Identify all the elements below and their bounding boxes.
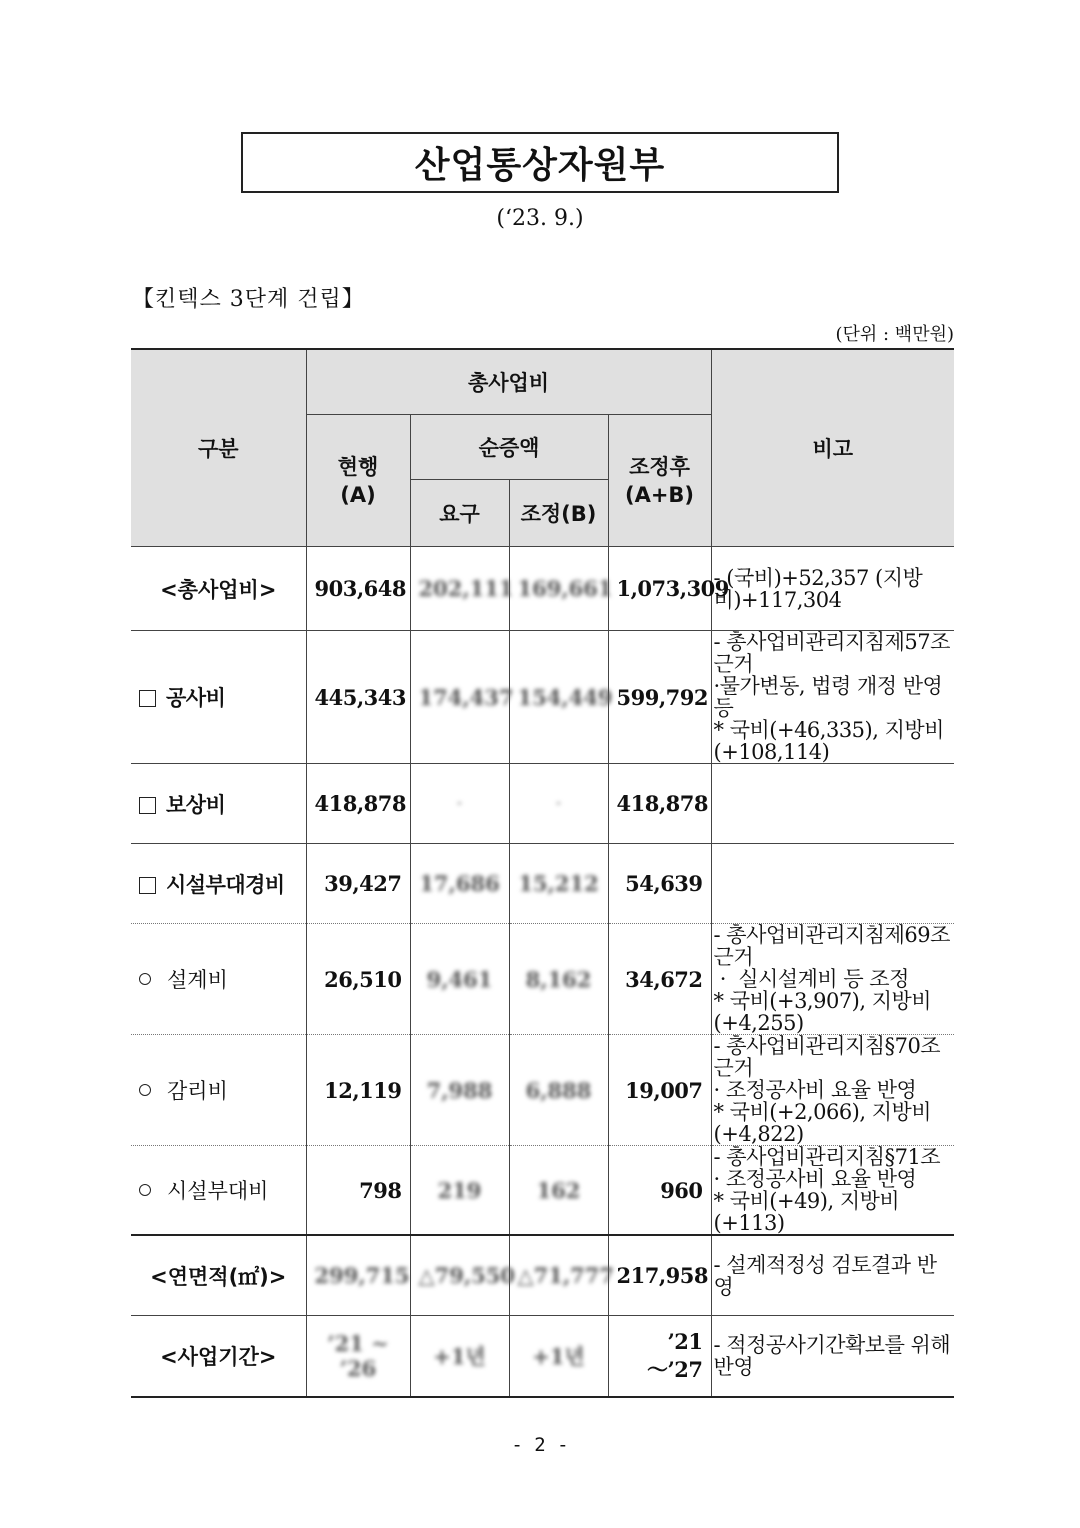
cell-adjust: 162: [509, 1146, 608, 1236]
table-row: [131, 1035, 954, 1146]
cell-after: 599,792: [608, 631, 711, 764]
cell-request: 9,461: [410, 924, 509, 1035]
table-row: [131, 547, 954, 631]
cell-request: -: [410, 764, 509, 844]
header-request: 요구: [410, 480, 509, 547]
cell-current: 26,510: [306, 924, 410, 1035]
remark-line: - 총사업비관리지침§71조: [713, 1145, 941, 1169]
cell-current: 798: [306, 1146, 410, 1236]
cell-after: 1,073,309: [608, 547, 711, 631]
row-label: [131, 1035, 306, 1146]
cell-remarks: [711, 1235, 954, 1316]
cell-current: 445,343: [306, 631, 410, 764]
cell-adjust: +1년: [509, 1316, 608, 1398]
row-label: [131, 764, 306, 844]
cell-after: 217,958: [608, 1235, 711, 1316]
unit-label: (단위 : 백만원): [835, 324, 954, 345]
checkbox-square-icon: [139, 690, 156, 707]
header-net-change: 순증액: [410, 415, 608, 480]
remark-line: · 조정공사비 요율 반영: [713, 1167, 917, 1191]
cell-after: 54,639: [608, 844, 711, 924]
cell-current: ’21 ~ ’26: [306, 1316, 410, 1398]
row-label-text: 설계비: [167, 968, 228, 992]
row-label: [131, 844, 306, 924]
header-adjust: 조정(B): [509, 480, 608, 547]
remark-line: * 국비(+2,066), 지방비(+4,822): [713, 1100, 932, 1146]
table-row: [131, 1235, 954, 1316]
table-row: [131, 631, 954, 764]
header-current: 현행 (A): [306, 415, 410, 547]
row-label: <사업기간>: [131, 1316, 306, 1398]
row-label: <총사업비>: [131, 547, 306, 631]
cell-after: 34,672: [608, 924, 711, 1035]
checkbox-square-icon: [139, 877, 156, 894]
table-row: [131, 924, 954, 1035]
remark-line: · 조정공사비 요율 반영: [713, 1078, 917, 1102]
header-total-cost: 총사업비: [306, 349, 711, 415]
header-remarks: 비고: [711, 349, 954, 547]
page-number: - 2 -: [511, 1434, 569, 1456]
remark-line: * 국비(+3,907), 지방비(+4,255): [713, 989, 932, 1035]
header-after: 조정후 (A+B): [608, 415, 711, 547]
remark-line: ·물가변동, 법령 개정 반영 등: [713, 674, 943, 720]
section-title: 【킨텍스 3단계 건립】: [132, 287, 365, 312]
cell-current: 39,427: [306, 844, 410, 924]
row-label: [131, 1146, 306, 1236]
circle-bullet-icon: [139, 1184, 151, 1196]
row-label-text: 시설부대경비: [166, 872, 285, 897]
cell-after: 19,007: [608, 1035, 711, 1146]
cell-remarks: [711, 924, 954, 1035]
cell-adjust: -: [509, 764, 608, 844]
remark-line: - 적정공사기간확보를 위해 반영: [713, 1333, 951, 1379]
cell-adjust: 15,212: [509, 844, 608, 924]
cell-current: 903,648: [306, 547, 410, 631]
circle-bullet-icon: [139, 1084, 151, 1096]
cell-adjust: 154,449: [509, 631, 608, 764]
remark-line: * 국비(+49), 지방비(+113): [713, 1189, 900, 1235]
cell-request: 17,686: [410, 844, 509, 924]
row-label: [131, 631, 306, 764]
cell-remarks: [711, 547, 954, 631]
cell-adjust: 8,162: [509, 924, 608, 1035]
row-label: [131, 924, 306, 1035]
document-date: (‘23. 9.): [496, 206, 584, 231]
cell-remarks: [711, 1146, 954, 1236]
cell-request: 202,111: [410, 547, 509, 631]
cell-remarks: [711, 1316, 954, 1398]
row-label-text: 보상비: [166, 792, 226, 817]
table-row: [131, 844, 954, 924]
cell-request: 219: [410, 1146, 509, 1236]
remark-line: * 국비(+46,335), 지방비(+108,114): [713, 718, 944, 764]
cell-adjust: 6,888: [509, 1035, 608, 1146]
budget-table: [131, 348, 954, 1398]
table-row: [131, 1146, 954, 1236]
header-category: 구분: [131, 349, 306, 547]
cell-after: 960: [608, 1146, 711, 1236]
remark-line: - 총사업비관리지침제57조 근거: [713, 630, 950, 676]
row-label-text: 공사비: [166, 686, 226, 710]
cell-current: 418,878: [306, 764, 410, 844]
row-label-text: 감리비: [167, 1079, 228, 1103]
cell-remarks: [711, 764, 954, 844]
cell-adjust: 169,661: [509, 547, 608, 631]
circle-bullet-icon: [139, 973, 151, 985]
cell-current: 299,715: [306, 1235, 410, 1316]
cell-remarks: [711, 844, 954, 924]
row-label: <연면적(㎡)>: [131, 1235, 306, 1316]
remark-line: - (국비)+52,357 (지방비)+117,304: [713, 565, 923, 612]
row-label-text: 시설부대비: [167, 1179, 269, 1203]
cell-after: ’21～’27: [608, 1316, 711, 1398]
cell-after: 418,878: [608, 764, 711, 844]
table-row: [131, 764, 954, 844]
cell-remarks: [711, 631, 954, 764]
cell-adjust: △71,777: [509, 1235, 608, 1316]
remark-line: - 설계적정성 검토결과 반영: [713, 1252, 937, 1299]
ministry-title: 산업통상자원부: [241, 132, 839, 193]
cell-remarks: [711, 1035, 954, 1146]
remark-line: · 실시설계비 등 조정: [713, 967, 909, 991]
cell-request: △79,550: [410, 1235, 509, 1316]
cell-request: 174,437: [410, 631, 509, 764]
remark-line: - 총사업비관리지침§70조 근거: [713, 1034, 941, 1080]
remark-line: - 총사업비관리지침제69조 근거: [713, 923, 950, 969]
checkbox-square-icon: [139, 797, 156, 814]
cell-request: 7,988: [410, 1035, 509, 1146]
cell-current: 12,119: [306, 1035, 410, 1146]
table-row: [131, 1316, 954, 1398]
cell-request: +1년: [410, 1316, 509, 1398]
